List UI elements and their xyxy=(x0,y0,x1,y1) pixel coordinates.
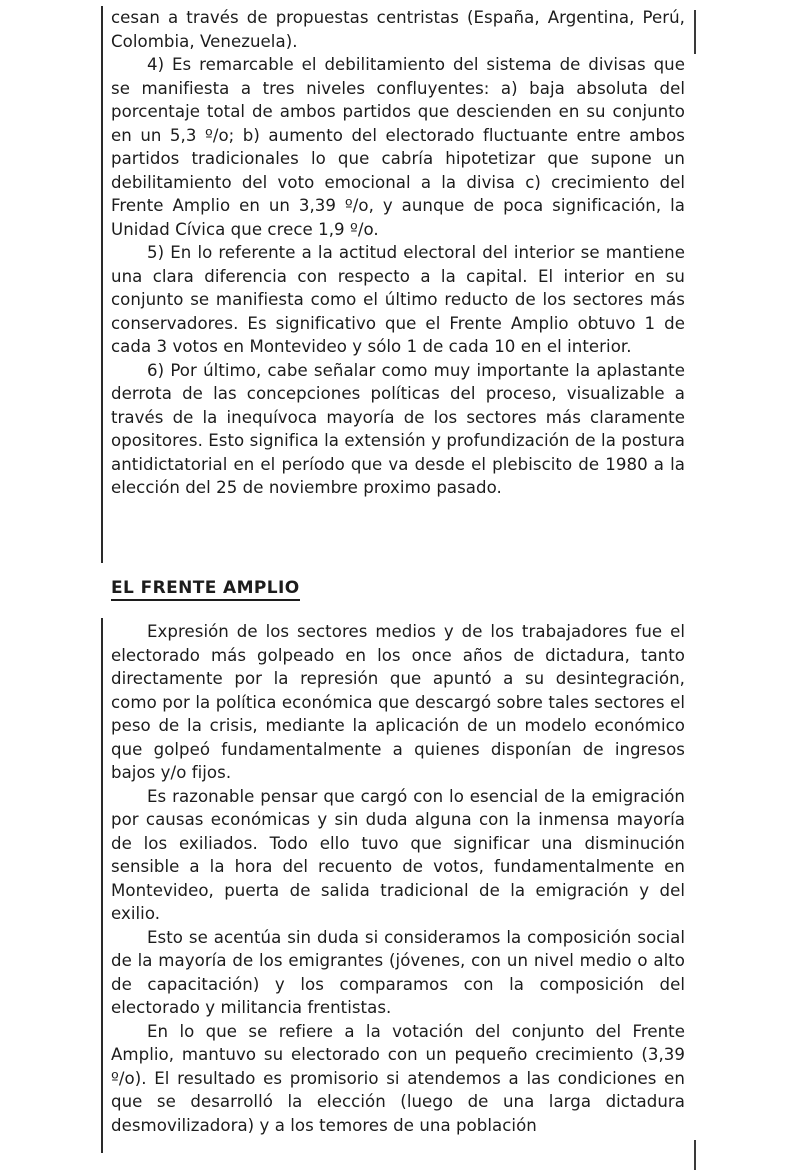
paragraph-emigracion: Es razonable pensar que cargó con lo esencial de la emigración por causas económicas y sin duda alguna con la inmensa mayoría de los exiliados. Todo ello tuvo que significar una disminución sensible a la hora del recuento de votos, fundamentalmente en Montevideo, puerta de salida tradicional de la emigración y del exilio. xyxy=(111,786,685,923)
column-rule-right-top xyxy=(694,10,696,54)
paragraph-point-6: 6) Por último, cabe señalar como muy importante la aplastante derrota de las concepciones políticas del proceso, visualizable a través de la inequívoca mayoría de los sectores más claramente opositores. Esto significa la extensión y profundización de la postura antidictatorial en el período que va desde el plebiscito de 1980 a la elección del 25 de noviembre proximo pasado. xyxy=(111,360,685,497)
text-column-lower xyxy=(111,620,685,1137)
text-column-upper xyxy=(111,6,685,500)
column-rule-right-bottom xyxy=(694,1140,696,1170)
paragraph-votacion: En lo que se refiere a la votación del conjunto del Frente Amplio, mantuvo su electorado con un pequeño crecimiento (3,39 º/o). El resultado es promisorio si atendemos a las condiciones en que se desarrolló la elección (luego de una larga dictadura desmovilizadora) y a los temores de una población xyxy=(111,1021,685,1135)
paragraph-point-5: 5) En lo referente a la actitud electoral del interior se mantiene una clara diferencia con respecto a la capital. El interior en su conjunto se manifiesta como el último reducto de los sectores más conservadores. Es significativo que el Frente Amplio obtuvo 1 de cada 3 votos en Montevideo y sólo 1 de cada 10 en el interior. xyxy=(111,243,685,356)
paragraph-continuation: cesan a través de propuestas centristas (España, Argentina, Perú, Colombia, Venezuela). xyxy=(111,8,685,51)
column-rule-left-bottom xyxy=(101,618,103,1153)
section-heading: EL FRENTE AMPLIO xyxy=(111,578,300,601)
column-rule-left-top xyxy=(101,6,103,563)
paragraph-point-4: 4) Es remarcable el debilitamiento del sistema de divisas que se manifiesta a tres niveles confluyentes: a) baja absoluta del porcentaje total de ambos partidos que descienden en su conjunto en un 5,3 º/o; b) aumento del electorado fluctuante entre ambos partidos tradicionales lo que cabría hipotetizar que supone un debilitamiento del voto emocional a la divisa c) crecimiento del Frente Amplio en un 3,39 º/o, y aunque de poca significación, la Unidad Cívica que crece 1,9 º/o. xyxy=(111,55,685,239)
paragraph-expresion: Expresión de los sectores medios y de los trabajadores fue el electorado más golpeado en los once años de dictadura, tanto directamente por la represión que apuntó a su desintegración, como por la política económica que descargó sobre tales sectores el peso de la crisis, mediante la aplicación de un modelo económico que golpeó fundamentalmente a quienes disponían de ingresos bajos y/o fijos. xyxy=(111,622,685,782)
paragraph-composicion: Esto se acentúa sin duda si consideramos la composición social de la mayoría de los emigrantes (jóvenes, con un nivel medio o alto de capacitación) y los comparamos con la composición del electorado y militancia frentistas. xyxy=(111,927,685,1017)
